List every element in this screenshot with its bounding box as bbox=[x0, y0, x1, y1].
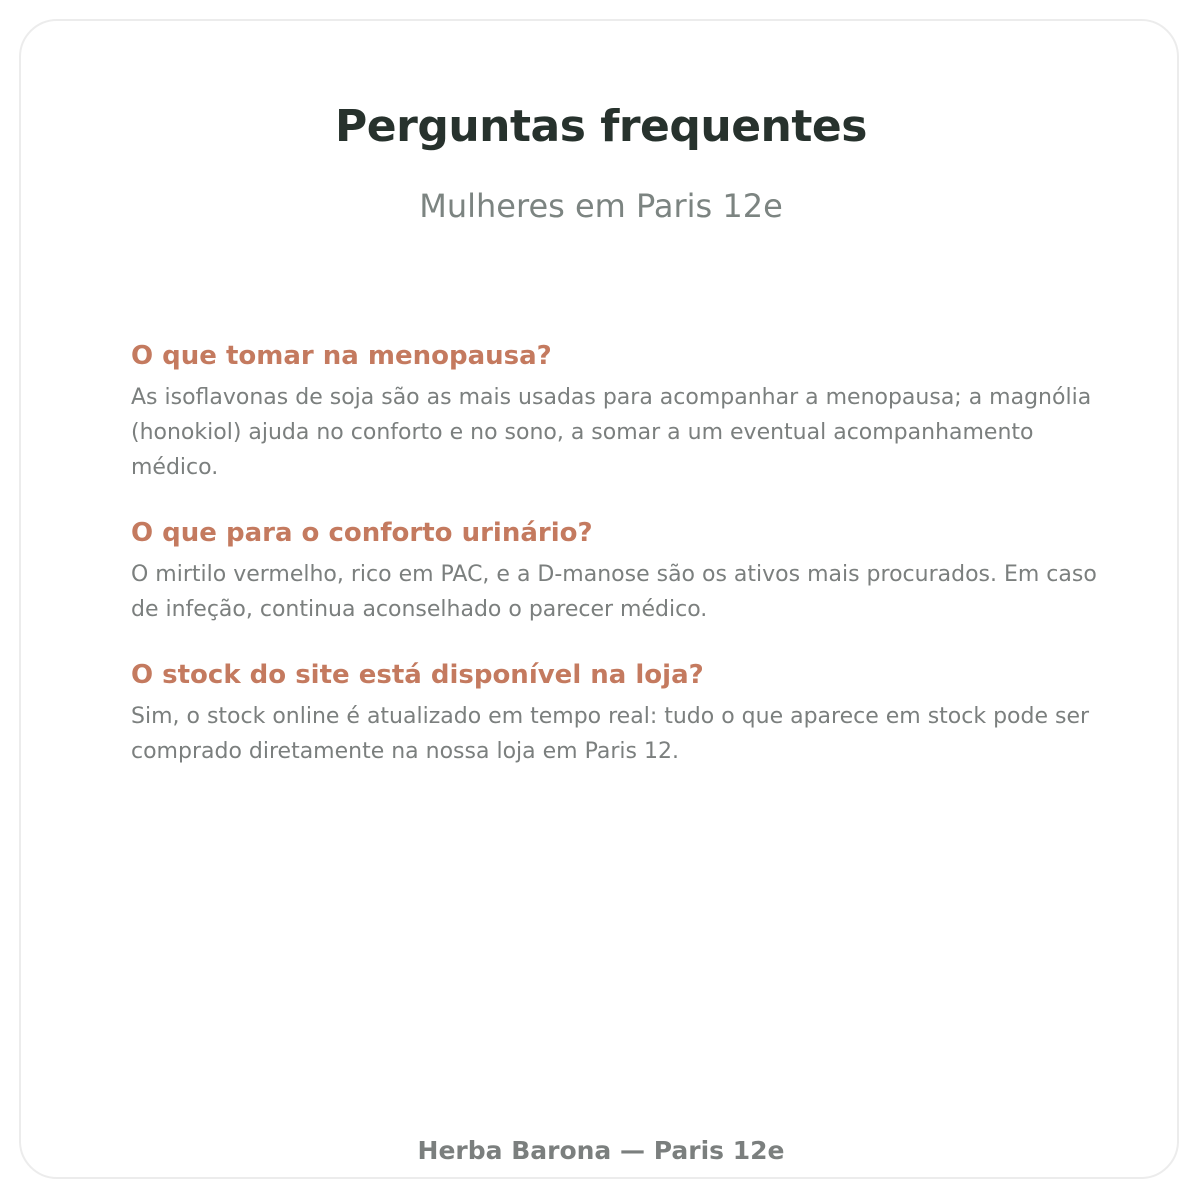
faq-question: O stock do site está disponível na loja? bbox=[131, 660, 704, 690]
page-title: Perguntas frequentes bbox=[335, 101, 867, 152]
faq-item-menopause bbox=[131, 336, 1121, 485]
faq-item-urinary bbox=[131, 513, 1121, 627]
faq-item-stock bbox=[131, 655, 1121, 769]
faq-card bbox=[19, 19, 1179, 1179]
faq-question: O que para o conforto urinário? bbox=[131, 518, 593, 548]
faq-answer: O mirtilo vermelho, rico em PAC, e a D-manose são os ativos mais procurados. Em caso de infeção, continua aconselhado o parecer médico. bbox=[131, 562, 1097, 622]
faq-question: O que tomar na menopausa? bbox=[131, 341, 552, 371]
footer-brand: Herba Barona — Paris 12e bbox=[417, 1136, 785, 1165]
page-subtitle: Mulheres em Paris 12e bbox=[419, 187, 783, 225]
faq-answer: As isoflavonas de soja são as mais usadas para acompanhar a menopausa; a magnólia (honokiol) ajuda no conforto e no sono, a somar a um eventual acompanhamento médico. bbox=[131, 385, 1092, 480]
faq-answer: Sim, o stock online é atualizado em tempo real: tudo o que aparece em stock pode ser comprado diretamente na nossa loja em Paris 12. bbox=[131, 704, 1090, 764]
faq-list bbox=[131, 336, 1121, 797]
